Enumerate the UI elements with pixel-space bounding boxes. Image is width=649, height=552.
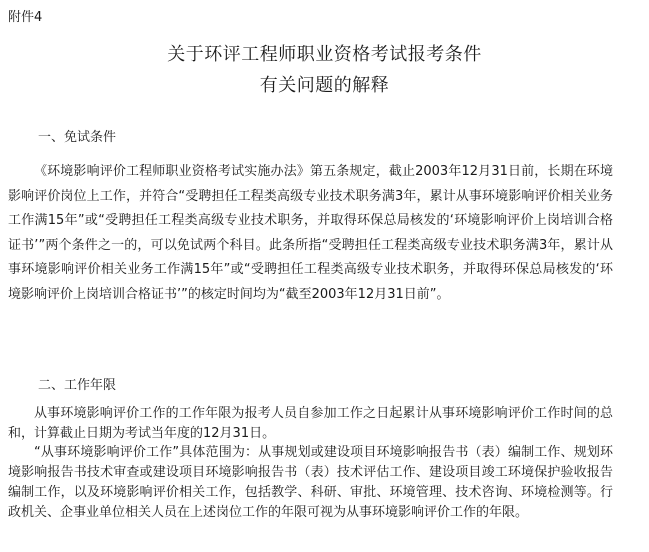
document-title-line1: 关于环评工程师职业资格考试报考条件 — [167, 44, 482, 65]
section-heading-work-years: 二、工作年限 — [38, 378, 117, 393]
section-paragraph-work-years-2: “从事环境影响评价工作”具体范围为：从事规划或建设项目环境影响报告书（表）编制工作、规划环境影响报告书技术审查或建设项目环境影响报告书（表）技术评估工作、建设项目竣工环境保护验收报告编制工作，以及环境影响评价相关工作，包括教学、科研、审批、环境管理、技术咨询、环境检测等。行政机关、企事业单位相关人员在上述岗位工作的年限可视为从事环境影响评价工作的年限。 — [8, 445, 613, 520]
section-heading-exemption: 一、免试条件 — [38, 130, 117, 145]
attachment-label: 附件4 — [8, 10, 43, 25]
document-title-line2: 有关问题的解释 — [259, 75, 390, 96]
section-paragraph-exemption: 《环境影响评价工程师职业资格考试实施办法》第五条规定，截止2003年12月31日前，长期在环境影响评价岗位上工作，并符合“受聘担任工程类高级专业技术职务满3年，累计从事环境影响评价相关业务工作满15年”或“受聘担任工程类高级专业技术职务，并取得环保总局核发的‘环境影响评价上岗培训合格证书’”两个条件之一的，可以免试两个科目。此条所指“受聘担任工程类高级专业技术职务满3年，累计从事环境影响评价相关业务工作满15年”或“受聘担任工程类高级专业技术职务，并取得环保总局核发的‘环境影响评价上岗培训合格证书’”的核定时间均为“截至2003年12月31日前”。 — [8, 164, 613, 302]
section-paragraph-work-years-1: 从事环境影响评价工作的工作年限为报考人员自参加工作之日起累计从事环境影响评价工作时间的总和，计算截止日期为考试当年度的12月31日。 — [8, 406, 613, 441]
